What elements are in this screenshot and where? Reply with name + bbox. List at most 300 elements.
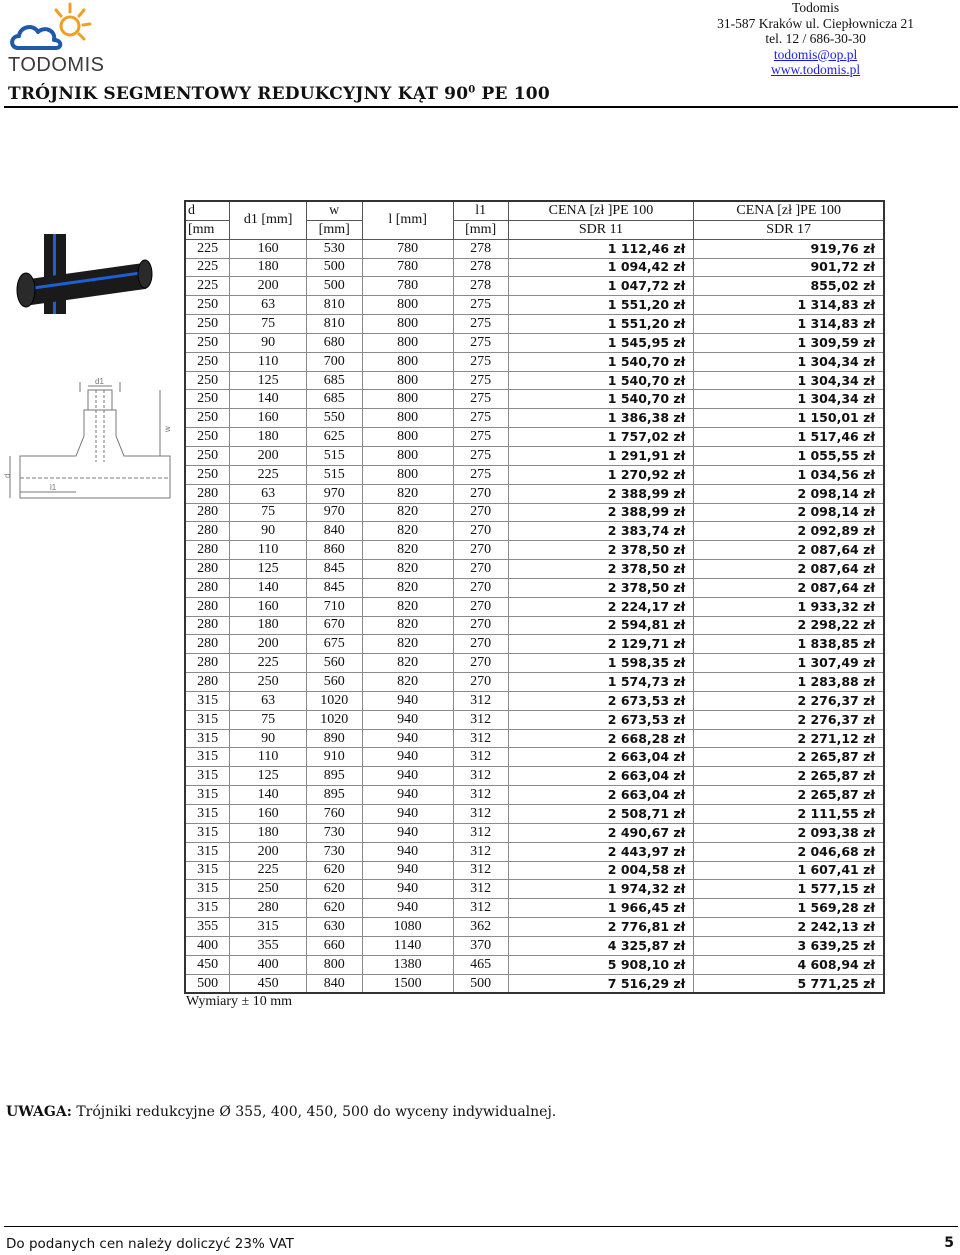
- cell-price-sdr17: 2 098,14 zł: [694, 484, 884, 503]
- cell-l: 940: [362, 861, 453, 880]
- header-d: d: [185, 201, 230, 220]
- cell-l: 1080: [362, 918, 453, 937]
- cell-l1: 270: [453, 673, 508, 692]
- vat-note: Do podanych cen należy doliczyć 23% VAT: [6, 1236, 294, 1252]
- company-address: 31-587 Kraków ul. Ciepłownicza 21: [717, 15, 914, 31]
- cell-d: 280: [185, 616, 230, 635]
- cell-l1: 370: [453, 936, 508, 955]
- cell-l: 780: [362, 258, 453, 277]
- cell-w: 560: [306, 673, 362, 692]
- cell-l1: 312: [453, 786, 508, 805]
- cell-price-sdr17: 1 150,01 zł: [694, 409, 884, 428]
- cell-d1: 180: [230, 258, 307, 277]
- cell-price-sdr11: 1 551,20 zł: [508, 315, 694, 334]
- cell-price-sdr17: 1 838,85 zł: [694, 635, 884, 654]
- cell-price-sdr11: 1 966,45 zł: [508, 899, 694, 918]
- cell-l1: 270: [453, 541, 508, 560]
- cell-d1: 355: [230, 936, 307, 955]
- cell-w: 670: [306, 616, 362, 635]
- cell-w: 810: [306, 315, 362, 334]
- cell-price-sdr17: 2 087,64 zł: [694, 541, 884, 560]
- cell-price-sdr17: 1 034,56 zł: [694, 465, 884, 484]
- cell-price-sdr11: 2 663,04 zł: [508, 748, 694, 767]
- cell-l1: 500: [453, 974, 508, 993]
- cell-price-sdr11: 2 776,81 zł: [508, 918, 694, 937]
- cell-l1: 270: [453, 522, 508, 541]
- cell-price-sdr11: 2 663,04 zł: [508, 767, 694, 786]
- cell-w: 625: [306, 428, 362, 447]
- cell-price-sdr11: 1 540,70 zł: [508, 390, 694, 409]
- cell-price-sdr11: 2 594,81 zł: [508, 616, 694, 635]
- header-l1-unit: [mm]: [453, 220, 508, 239]
- cell-d1: 250: [230, 880, 307, 899]
- cell-price-sdr17: 2 276,37 zł: [694, 710, 884, 729]
- cell-price-sdr17: 2 087,64 zł: [694, 560, 884, 579]
- cell-l: 940: [362, 880, 453, 899]
- cell-d: 250: [185, 333, 230, 352]
- cell-price-sdr17: 855,02 zł: [694, 277, 884, 296]
- table-row: [185, 258, 884, 277]
- dimension-tolerance-note: Wymiary ± 10 mm: [186, 994, 292, 1009]
- cell-l1: 312: [453, 842, 508, 861]
- cell-w: 730: [306, 842, 362, 861]
- cell-d: 280: [185, 503, 230, 522]
- cell-l1: 278: [453, 239, 508, 258]
- cell-d1: 140: [230, 578, 307, 597]
- cell-l: 820: [362, 578, 453, 597]
- cell-w: 840: [306, 974, 362, 993]
- cell-d1: 160: [230, 597, 307, 616]
- cell-d: 280: [185, 597, 230, 616]
- cell-w: 660: [306, 936, 362, 955]
- cell-price-sdr11: 2 378,50 zł: [508, 578, 694, 597]
- cell-w: 515: [306, 465, 362, 484]
- cell-w: 620: [306, 899, 362, 918]
- sun-cloud-icon: [4, 2, 124, 58]
- cell-price-sdr11: 1 540,70 zł: [508, 371, 694, 390]
- cell-price-sdr17: 2 087,64 zł: [694, 578, 884, 597]
- table-row: [185, 390, 884, 409]
- cell-l: 1140: [362, 936, 453, 955]
- cell-d: 315: [185, 748, 230, 767]
- cell-w: 515: [306, 446, 362, 465]
- cell-d: 280: [185, 560, 230, 579]
- cell-price-sdr11: 1 047,72 zł: [508, 277, 694, 296]
- cell-price-sdr11: 2 673,53 zł: [508, 691, 694, 710]
- cell-l1: 270: [453, 503, 508, 522]
- cell-d1: 63: [230, 484, 307, 503]
- price-table-header: [185, 201, 884, 239]
- header-price-sdr17: CENA [zł ]PE 100: [694, 201, 884, 220]
- cell-l1: 275: [453, 333, 508, 352]
- cell-l: 940: [362, 786, 453, 805]
- table-row: [185, 823, 884, 842]
- table-row: [185, 371, 884, 390]
- cell-w: 550: [306, 409, 362, 428]
- cell-price-sdr11: 1 551,20 zł: [508, 296, 694, 315]
- cell-d1: 110: [230, 541, 307, 560]
- table-row: [185, 446, 884, 465]
- header-divider: [4, 106, 958, 108]
- cell-price-sdr11: 7 516,29 zł: [508, 974, 694, 993]
- dim-label-d: d: [3, 473, 12, 478]
- table-row: [185, 465, 884, 484]
- table-row: [185, 673, 884, 692]
- cell-w: 560: [306, 654, 362, 673]
- page-number: 5: [944, 1235, 954, 1251]
- cell-price-sdr17: 919,76 zł: [694, 239, 884, 258]
- cell-price-sdr17: 1 055,55 zł: [694, 446, 884, 465]
- table-row: [185, 597, 884, 616]
- cell-d: 280: [185, 654, 230, 673]
- cell-d1: 90: [230, 729, 307, 748]
- logo-wordmark: TODOMIS: [8, 54, 105, 76]
- table-row: [185, 880, 884, 899]
- cell-d: 280: [185, 673, 230, 692]
- cell-price-sdr11: 2 378,50 zł: [508, 541, 694, 560]
- dim-label-w: w: [163, 426, 172, 432]
- cell-l1: 275: [453, 446, 508, 465]
- dim-label-d1: d1: [95, 377, 104, 386]
- table-row: [185, 409, 884, 428]
- cell-price-sdr17: 1 304,34 zł: [694, 390, 884, 409]
- cell-l1: 312: [453, 729, 508, 748]
- cell-l: 940: [362, 899, 453, 918]
- cell-d1: 160: [230, 239, 307, 258]
- cell-price-sdr17: 5 771,25 zł: [694, 974, 884, 993]
- cell-l: 800: [362, 409, 453, 428]
- cell-price-sdr11: 2 443,97 zł: [508, 842, 694, 861]
- cell-l: 820: [362, 503, 453, 522]
- table-row: [185, 578, 884, 597]
- cell-w: 1020: [306, 691, 362, 710]
- cell-d1: 75: [230, 315, 307, 334]
- warning-label: UWAGA:: [6, 1104, 72, 1120]
- cell-w: 710: [306, 597, 362, 616]
- cell-l1: 312: [453, 767, 508, 786]
- cell-l1: 312: [453, 899, 508, 918]
- cell-w: 1020: [306, 710, 362, 729]
- cell-price-sdr17: 2 298,22 zł: [694, 616, 884, 635]
- table-row: [185, 239, 884, 258]
- cell-price-sdr17: 2 265,87 zł: [694, 767, 884, 786]
- table-row: [185, 635, 884, 654]
- cell-d: 250: [185, 352, 230, 371]
- table-row: [185, 842, 884, 861]
- cell-price-sdr17: 1 283,88 zł: [694, 673, 884, 692]
- cell-price-sdr11: 1 291,91 zł: [508, 446, 694, 465]
- pipe-tee-photo: [17, 234, 152, 314]
- warning-text: Trójniki redukcyjne Ø 355, 400, 450, 500 do wyceny indywidualnej.: [71, 1104, 557, 1120]
- cell-d: 280: [185, 541, 230, 560]
- cell-price-sdr11: 1 112,46 zł: [508, 239, 694, 258]
- cell-d1: 180: [230, 616, 307, 635]
- cell-l: 1500: [362, 974, 453, 993]
- cell-price-sdr17: 3 639,25 zł: [694, 936, 884, 955]
- cell-l1: 270: [453, 654, 508, 673]
- cell-d: 280: [185, 635, 230, 654]
- email-link[interactable]: todomis@op.pl: [773, 46, 858, 62]
- cell-price-sdr11: 5 908,10 zł: [508, 955, 694, 974]
- table-row: [185, 277, 884, 296]
- cell-l: 820: [362, 597, 453, 616]
- table-row: [185, 748, 884, 767]
- cell-d: 250: [185, 465, 230, 484]
- table-row: [185, 767, 884, 786]
- cell-d1: 125: [230, 560, 307, 579]
- cell-d: 250: [185, 315, 230, 334]
- cell-price-sdr11: 2 388,99 zł: [508, 503, 694, 522]
- cell-l: 940: [362, 729, 453, 748]
- cell-l: 800: [362, 352, 453, 371]
- cell-d1: 140: [230, 786, 307, 805]
- header-d-unit: [mm: [185, 220, 230, 239]
- cell-l1: 312: [453, 861, 508, 880]
- cell-l1: 312: [453, 880, 508, 899]
- cell-w: 630: [306, 918, 362, 937]
- cell-price-sdr11: 2 668,28 zł: [508, 729, 694, 748]
- cell-price-sdr11: 1 540,70 zł: [508, 352, 694, 371]
- cell-price-sdr11: 1 386,38 zł: [508, 409, 694, 428]
- header-d1: d1 [mm]: [230, 201, 307, 239]
- cell-l: 780: [362, 239, 453, 258]
- cell-w: 810: [306, 296, 362, 315]
- cell-w: 845: [306, 578, 362, 597]
- cell-d1: 280: [230, 899, 307, 918]
- cell-price-sdr11: 1 545,95 zł: [508, 333, 694, 352]
- table-row: [185, 729, 884, 748]
- cell-price-sdr17: 1 517,46 zł: [694, 428, 884, 447]
- cell-d: 225: [185, 258, 230, 277]
- cell-w: 910: [306, 748, 362, 767]
- cell-w: 970: [306, 503, 362, 522]
- cell-d1: 315: [230, 918, 307, 937]
- cell-l: 820: [362, 635, 453, 654]
- cell-price-sdr11: 1 094,42 zł: [508, 258, 694, 277]
- cell-d1: 250: [230, 673, 307, 692]
- cell-d1: 200: [230, 446, 307, 465]
- table-row: [185, 936, 884, 955]
- cell-w: 860: [306, 541, 362, 560]
- cell-w: 675: [306, 635, 362, 654]
- cell-l1: 312: [453, 805, 508, 824]
- cell-l1: 465: [453, 955, 508, 974]
- cell-d1: 180: [230, 823, 307, 842]
- cell-l1: 275: [453, 409, 508, 428]
- cell-d1: 125: [230, 767, 307, 786]
- cell-price-sdr17: 1 314,83 zł: [694, 315, 884, 334]
- tee-fitting-illustration: [0, 232, 180, 522]
- cell-d: 315: [185, 710, 230, 729]
- table-row: [185, 654, 884, 673]
- price-table-body: [185, 239, 884, 993]
- cell-w: 845: [306, 560, 362, 579]
- cell-d1: 225: [230, 861, 307, 880]
- cell-w: 680: [306, 333, 362, 352]
- cell-d: 250: [185, 409, 230, 428]
- cell-price-sdr17: 901,72 zł: [694, 258, 884, 277]
- cell-l: 940: [362, 710, 453, 729]
- cell-l1: 278: [453, 277, 508, 296]
- cell-l1: 270: [453, 484, 508, 503]
- table-row: [185, 974, 884, 993]
- cell-price-sdr17: 1 607,41 zł: [694, 861, 884, 880]
- cell-price-sdr11: 4 325,87 zł: [508, 936, 694, 955]
- cell-l1: 275: [453, 371, 508, 390]
- table-row: [185, 560, 884, 579]
- cell-price-sdr17: 2 242,13 zł: [694, 918, 884, 937]
- cell-price-sdr17: 2 265,87 zł: [694, 748, 884, 767]
- cell-l: 940: [362, 842, 453, 861]
- cell-l1: 312: [453, 691, 508, 710]
- header-sdr11: SDR 11: [508, 220, 694, 239]
- cell-d1: 90: [230, 333, 307, 352]
- header-sdr17: SDR 17: [694, 220, 884, 239]
- table-row: [185, 805, 884, 824]
- cell-price-sdr11: 1 270,92 zł: [508, 465, 694, 484]
- cell-l: 940: [362, 748, 453, 767]
- cell-price-sdr17: 2 046,68 zł: [694, 842, 884, 861]
- cell-price-sdr11: 1 598,35 zł: [508, 654, 694, 673]
- cell-d1: 200: [230, 277, 307, 296]
- cell-price-sdr17: 1 577,15 zł: [694, 880, 884, 899]
- website-link[interactable]: www.todomis.pl: [771, 62, 861, 77]
- cell-price-sdr17: 1 304,34 zł: [694, 352, 884, 371]
- cell-l: 820: [362, 560, 453, 579]
- cell-price-sdr17: 2 098,14 zł: [694, 503, 884, 522]
- cell-price-sdr11: 1 974,32 zł: [508, 880, 694, 899]
- cell-w: 730: [306, 823, 362, 842]
- table-row: [185, 522, 884, 541]
- cell-price-sdr11: 2 388,99 zł: [508, 484, 694, 503]
- table-row: [185, 616, 884, 635]
- cell-l1: 362: [453, 918, 508, 937]
- cell-price-sdr17: 1 933,32 zł: [694, 597, 884, 616]
- cell-price-sdr11: 2 673,53 zł: [508, 710, 694, 729]
- cell-w: 800: [306, 955, 362, 974]
- cell-price-sdr17: 4 608,94 zł: [694, 955, 884, 974]
- cell-l: 1380: [362, 955, 453, 974]
- cell-d1: 225: [230, 654, 307, 673]
- cell-w: 685: [306, 371, 362, 390]
- cell-price-sdr17: 2 276,37 zł: [694, 691, 884, 710]
- cell-l1: 312: [453, 710, 508, 729]
- cell-w: 700: [306, 352, 362, 371]
- cell-l: 800: [362, 390, 453, 409]
- cell-w: 895: [306, 767, 362, 786]
- cell-l: 800: [362, 333, 453, 352]
- cell-l: 800: [362, 371, 453, 390]
- cell-l: 940: [362, 823, 453, 842]
- cell-price-sdr17: 2 265,87 zł: [694, 786, 884, 805]
- cell-d1: 75: [230, 503, 307, 522]
- cell-l: 820: [362, 522, 453, 541]
- cell-price-sdr11: 2 490,67 zł: [508, 823, 694, 842]
- header-price-sdr11: CENA [zł ]PE 100: [508, 201, 694, 220]
- cell-price-sdr11: 2 004,58 zł: [508, 861, 694, 880]
- cell-l1: 275: [453, 315, 508, 334]
- cell-d1: 90: [230, 522, 307, 541]
- cell-d: 400: [185, 936, 230, 955]
- cell-d: 315: [185, 767, 230, 786]
- cell-d: 315: [185, 823, 230, 842]
- table-row: [185, 315, 884, 334]
- cell-price-sdr11: 2 224,17 zł: [508, 597, 694, 616]
- cell-l1: 312: [453, 823, 508, 842]
- cell-l1: 275: [453, 428, 508, 447]
- cell-d: 315: [185, 805, 230, 824]
- cell-l1: 270: [453, 560, 508, 579]
- cell-d: 500: [185, 974, 230, 993]
- technical-drawing: [10, 382, 170, 498]
- cell-d: 280: [185, 484, 230, 503]
- cell-l1: 275: [453, 465, 508, 484]
- cell-d: 250: [185, 390, 230, 409]
- table-row: [185, 296, 884, 315]
- cell-d1: 200: [230, 635, 307, 654]
- cell-w: 500: [306, 277, 362, 296]
- cell-d1: 140: [230, 390, 307, 409]
- cell-d: 315: [185, 691, 230, 710]
- cell-price-sdr17: 2 092,89 zł: [694, 522, 884, 541]
- cell-w: 500: [306, 258, 362, 277]
- cell-w: 970: [306, 484, 362, 503]
- cell-d: 450: [185, 955, 230, 974]
- cell-w: 760: [306, 805, 362, 824]
- cell-d: 315: [185, 842, 230, 861]
- cell-d: 250: [185, 296, 230, 315]
- cell-l: 820: [362, 616, 453, 635]
- cell-d1: 63: [230, 296, 307, 315]
- cell-l1: 270: [453, 616, 508, 635]
- cell-l: 940: [362, 767, 453, 786]
- cell-l: 800: [362, 465, 453, 484]
- cell-d1: 63: [230, 691, 307, 710]
- table-row: [185, 899, 884, 918]
- cell-d1: 180: [230, 428, 307, 447]
- cell-price-sdr17: 2 111,55 zł: [694, 805, 884, 824]
- cell-d1: 125: [230, 371, 307, 390]
- cell-d: 250: [185, 446, 230, 465]
- table-row: [185, 918, 884, 937]
- cell-d: 315: [185, 880, 230, 899]
- cell-d: 225: [185, 239, 230, 258]
- cell-l1: 275: [453, 352, 508, 371]
- cell-d1: 450: [230, 974, 307, 993]
- cell-price-sdr11: 2 129,71 zł: [508, 635, 694, 654]
- cell-price-sdr17: 1 309,59 zł: [694, 333, 884, 352]
- cell-w: 530: [306, 239, 362, 258]
- cell-d: 315: [185, 899, 230, 918]
- table-row: [185, 503, 884, 522]
- cell-price-sdr17: 2 271,12 zł: [694, 729, 884, 748]
- cell-l: 820: [362, 654, 453, 673]
- cell-price-sdr17: 2 093,38 zł: [694, 823, 884, 842]
- company-name: Todomis: [792, 0, 840, 15]
- cell-d: 250: [185, 371, 230, 390]
- cell-price-sdr11: 2 508,71 zł: [508, 805, 694, 824]
- footer-divider: [4, 1226, 958, 1227]
- cell-d1: 110: [230, 352, 307, 371]
- cell-l1: 270: [453, 578, 508, 597]
- cell-l1: 270: [453, 635, 508, 654]
- cell-d1: 110: [230, 748, 307, 767]
- dim-label-l1: l1: [50, 483, 57, 492]
- cell-l: 820: [362, 673, 453, 692]
- cell-d1: 400: [230, 955, 307, 974]
- warning-note: [6, 1104, 556, 1120]
- table-row: [185, 786, 884, 805]
